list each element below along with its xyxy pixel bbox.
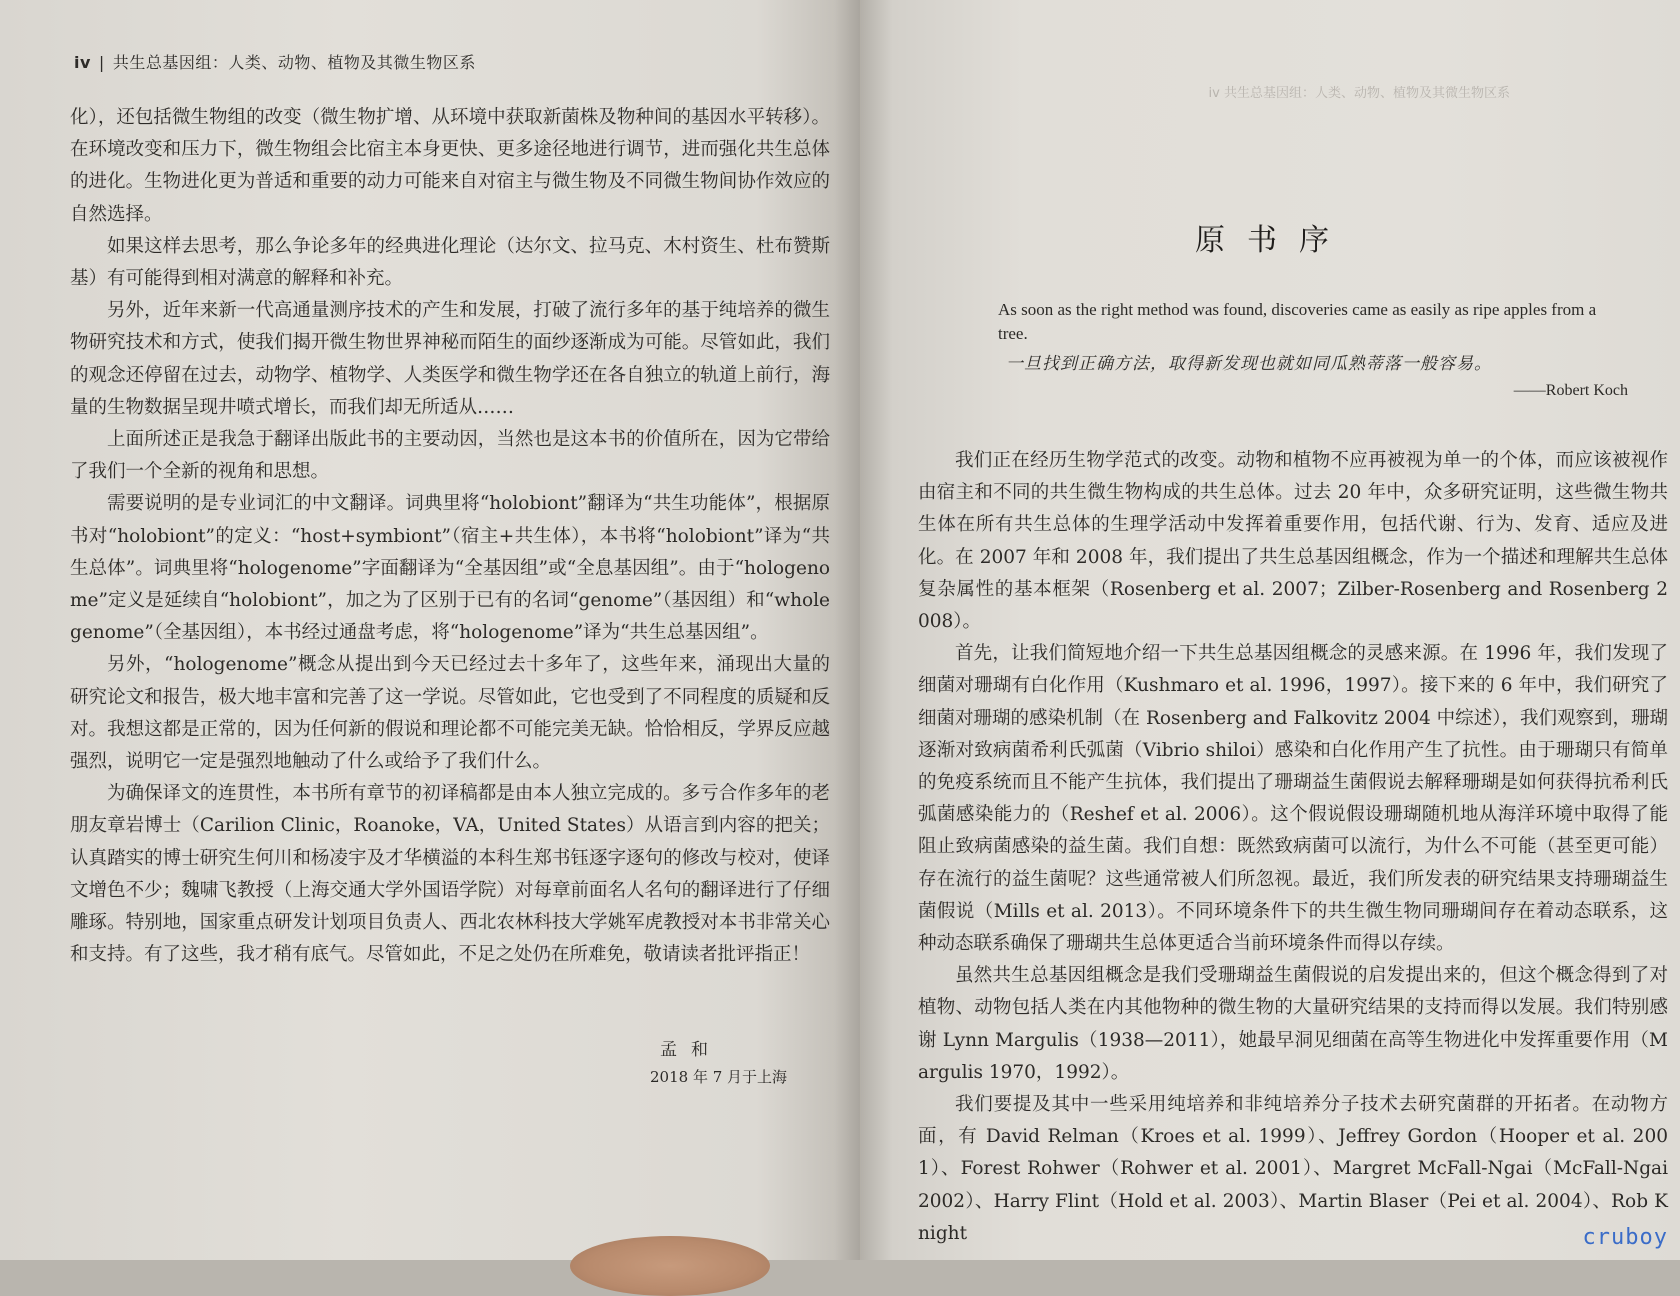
- right-body-text: [918, 445, 1668, 1250]
- left-paragraph-4: 上面所述正是我急于翻译出版此书的主要动因，当然也是这本书的价值所在，因为它带给了我们一个全新的视角和思想。: [70, 429, 830, 483]
- left-paragraph-7: 为确保译文的连贯性，本书所有章节的初译稿都是由本人独立完成的。多亏合作多年的老朋友章岩博士（Carilion Clinic，Roanoke，VA，United States）从语言到内容的把关；认真踏实的博士研究生何川和杨凌宇及才华横溢的本科生郑书钰逐字逐句的修改与校对，使译文增色不少；魏啸飞教授（上海交通大学外国语学院）对每章前面名人名句的翻译进行了仔细雕琢。特别地，国家重点研发计划项目负责人、西北农林科技大学姚军虎教授对本书非常关心和支持。有了这些，我才稍有底气。尽管如此，不足之处仍在所难免，敬请读者批评指正！: [70, 783, 830, 966]
- left-paragraph-1: 化），还包括微生物组的改变（微生物扩增、从环境中获取新菌株及物种间的基因水平转移）。在环境改变和压力下，微生物组会比宿主本身更快、更多途径地进行调节，进而强化共生总体的进化。生物进化更为普适和重要的动力可能来自对宿主与微生物及不同微生物间协作效应的自然选择。: [70, 107, 830, 225]
- left-body-text: [70, 102, 830, 971]
- right-page: [860, 0, 1680, 1260]
- page-number: iv: [74, 53, 91, 72]
- signature-date: 2018 年 7 月于上海: [650, 1068, 788, 1086]
- watermark: cruboy: [1582, 1225, 1668, 1250]
- left-paragraph-6: 另外，“hologenome”概念从提出到今天已经过去十多年了，这些年来，涌现出大量的研究论文和报告，极大地丰富和完善了这一学说。尽管如此，它也受到了不同程度的质疑和反对。我想这都是正常的，因为任何新的假说和理论都不可能完美无缺。恰恰相反，学界反应越强烈，说明它一定是强烈地触动了什么或给予了我们什么。: [70, 654, 830, 773]
- right-paragraph-2: 首先，让我们简短地介绍一下共生总基因组概念的灵感来源。在 1996 年，我们发现了细菌对珊瑚有白化作用（Kushmaro et al. 1996，1997）。接下来的 6 年中，我们研究了细菌对珊瑚的感染机制（在 Rosenberg and Falkovitz 2004 中综述），我们观察到，珊瑚逐渐对致病菌希利氏弧菌（Vibrio shiloi）感染和白化作用产生了抗性。由于珊瑚只有简单的免疫系统而且不能产生抗体，我们提出了珊瑚益生菌假说去解释珊瑚是如何获得抗希利氏弧菌感染能力的（Reshef et al. 2006）。这个假说假设珊瑚随机地从海洋环境中取得了能阻止致病菌感染的益生菌。我们自想：既然致病菌可以流行，为什么不可能（甚至更可能）存在流行的益生菌呢？这些通常被人们所忽视。最近，我们所发表的研究结果支持珊瑚益生菌假说（Mills et al. 2013）。不同环境条件下的共生微生物同珊瑚间存在着动态联系，这种动态联系确保了珊瑚共生总体更适合当前环境条件而得以存续。: [918, 643, 1668, 955]
- thumb-image: [570, 1236, 770, 1296]
- translator-signature: 孟和: [660, 1040, 722, 1060]
- left-page: [0, 0, 860, 1260]
- epigraph-attribution: ——Robert Koch: [1513, 382, 1628, 399]
- right-paragraph-3: 虽然共生总基因组概念是我们受珊瑚益生菌假说的启发提出来的，但这个概念得到了对植物、动物包括人类在内其他物种的微生物的大量研究结果的支持而得以发展。我们特别感谢 Lynn Margulis（1938—2011），她最早洞见细菌在高等生物进化中发挥重要作用（Margulis 1970，1992）。: [918, 965, 1668, 1083]
- left-paragraph-2: 如果这样去思考，那么争论多年的经典进化理论（达尔文、拉马克、木村资生、杜布赞斯基）有可能得到相对满意的解释和补充。: [70, 235, 830, 290]
- running-head-title: 共生总基因组：人类、动物、植物及其微生物区系: [112, 53, 476, 72]
- epigraph-english: As soon as the right method was found, discoveries came as easily as ripe apples from a tree.: [998, 300, 1597, 343]
- header-separator: |: [98, 53, 105, 72]
- running-head: [74, 50, 476, 73]
- right-paragraph-1: 我们正在经历生物学范式的改变。动物和植物不应再被视为单一的个体，而应该被视作由宿主和不同的共生微生物构成的共生总体。过去 20 年中，众多研究证明，这些微生物共生体在所有共生总体的生理学活动中发挥着重要作用，包括代谢、行为、发育、适应及进化。在 2007 年和 2008 年，我们提出了共生总基因组概念，作为一个描述和理解共生总体复杂属性的基本框架（Rosenberg et al. 2007；Zilber-Rosenberg and Rosenberg 2008）。: [918, 450, 1668, 633]
- left-paragraph-3: 另外，近年来新一代高通量测序技术的产生和发展，打破了流行多年的基于纯培养的微生物研究技术和方式，使我们揭开微生物世界神秘而陌生的面纱逐渐成为可能。尽管如此，我们的观念还停留在过去，动物学、植物学、人类医学和微生物学还在各自独立的轨道上前行，海量的生物数据呈现井喷式增长，而我们却无所适从……: [70, 300, 830, 418]
- bleed-through-header: iv 共生总基因组：人类、动物、植物及其微生物区系: [1208, 86, 1510, 101]
- epigraph: [998, 298, 1628, 400]
- page-title: 原书序: [1195, 223, 1351, 258]
- epigraph-chinese: 一旦找到正确方法，取得新发现也就如同瓜熟蒂落一般容易。: [1006, 354, 1492, 374]
- right-paragraph-4: 我们要提及其中一些采用纯培养和非纯培养分子技术去研究菌群的开拓者。在动物方面，有 David Relman（Kroes et al. 1999）、Jeffrey Gordon（Hooper et al. 2001）、Forest Rohwer（Rohwer et al. 2001）、Margret McFall-Ngai（McFall-Ngai 2002）、Harry Flint（Hold et al. 2003）、Martin Blaser（Pei et al. 2004）、Rob Knight: [918, 1094, 1668, 1244]
- left-paragraph-5: 需要说明的是专业词汇的中文翻译。词典里将“holobiont”翻译为“共生功能体”，根据原书对“holobiont”的定义：“host+symbiont”（宿主+共生体），本书将“holobiont”译为“共生总体”。词典里将“hologenome”字面翻译为“全基因组”或“全息基因组”。由于“hologenome”定义是延续自“holobiont”，加之为了区别于已有的名词“genome”（基因组）和“whole genome”（全基因组），本书经过通盘考虑，将“hologenome”译为“共生总基因组”。: [70, 493, 830, 644]
